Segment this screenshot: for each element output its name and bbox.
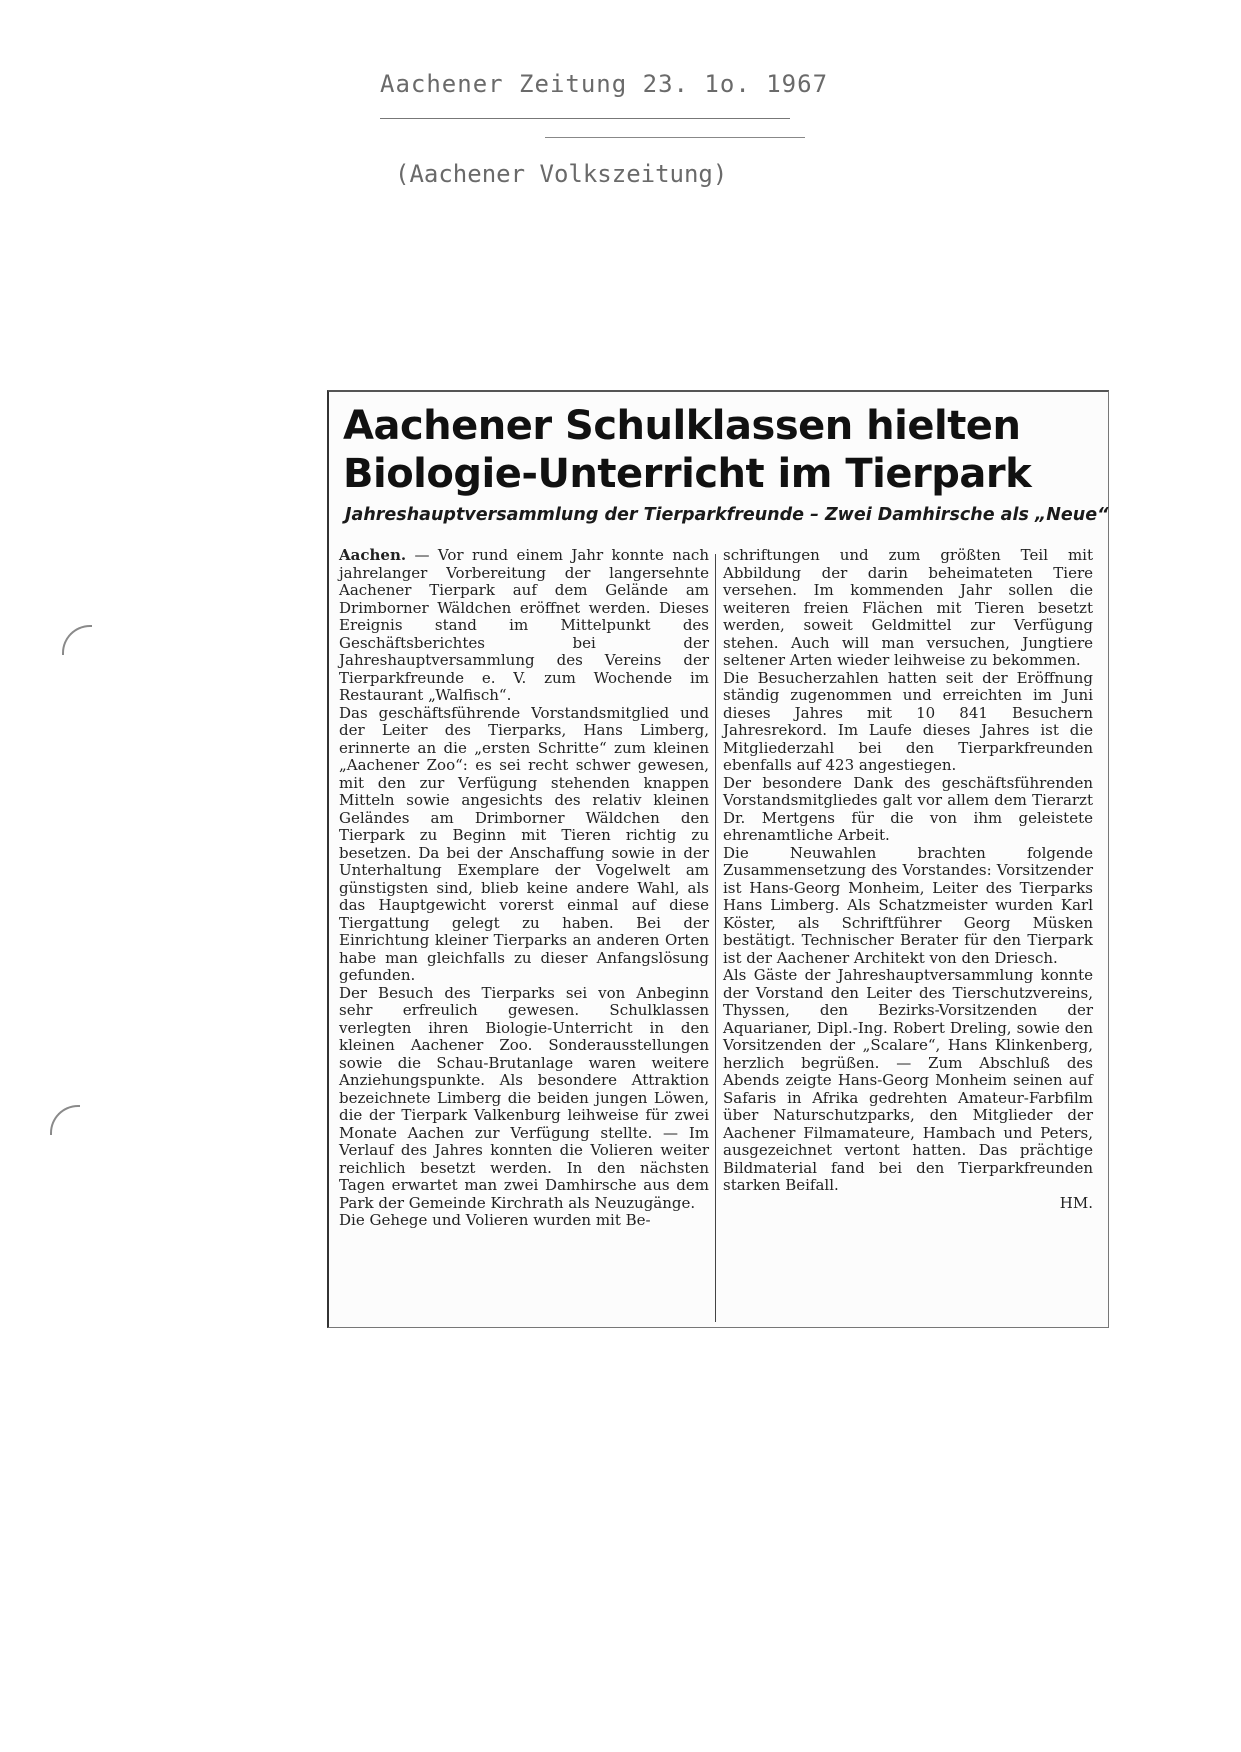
paragraph-text: — Vor rund einem Jahr konnte nach jahrelanger Vorbereitung der langersehnte Aachener Tierpark auf dem Gelände am Drimborner Wäldchen eröffnet werden. Dieses Ereignis stand im Mittelpunkt des Geschäftsberichtes bei der Jahreshauptversammlung des Vereins der Tierparkfreunde e. V. zum Wochende im Restaurant „Walfisch“. xyxy=(339,546,709,704)
punch-hole-mark xyxy=(50,1105,80,1135)
article-paragraph: schriftungen und zum größten Teil mit Abbildung der darin beheimateten Tiere versehen. Im kommenden Jahr sollen die weiteren freien Flächen mit Tieren besetzt werden, soweit Geldmittel zur Verfügung stehen. Auch will man versuchen, Jungtiere seltener Arten wieder leihweise zu bekommen. xyxy=(723,546,1093,669)
article-paragraph: Das geschäftsführende Vorstandsmitglied und der Leiter des Tierparks, Hans Limberg, erinnerte an die „ersten Schritte“ zum kleinen „Aachener Zoo“: es sei recht schwer gewesen, mit den zur Verfügung stehenden knappen Mitteln sowie angesichts des relativ kleinen Geländes am Drimborner Wäldchen den Tierpark zu Beginn mit Tieren richtig zu besetzen. Da bei der Anschaffung sowie in der Unterhaltung Exemplare der Vogelwelt am günstigsten sind, blieb keine andere Wahl, als das Hauptgewicht vorerst einmal auf diese Tiergattung gelegt zu haben. Bei der Einrichtung kleiner Tierparks an anderen Orten habe man gleichfalls zu dieser Anfangslösung gefunden. xyxy=(339,703,709,984)
source-annotation: Aachener Zeitung 23. 1o. 1967 xyxy=(380,70,829,98)
article-headline xyxy=(343,402,1103,498)
author-signature: HM. xyxy=(1059,1193,1093,1212)
article-paragraph: Die Gehege und Volieren wurden mit Be- xyxy=(339,1211,651,1229)
article-paragraph: Die Neuwahlen brachten folgende Zusammensetzung des Vorstandes: Vorsitzender ist Hans-Georg Monheim, Leiter des Tierparks Hans Limberg. Als Schatzmeister wurden Karl Köster, als Schriftführer Georg Müsken bestätigt. Technischer Berater für den Tierpark ist der Aachener Architekt von den Driesch. xyxy=(723,843,1093,967)
source-underline-short xyxy=(545,137,805,138)
paper-name-annotation: (Aachener Volkszeitung) xyxy=(395,160,728,188)
article-column-right xyxy=(723,547,1093,1212)
article-dateline: Aachen. xyxy=(339,546,407,564)
article-paragraph: Als Gäste der Jahreshauptversammlung konnte der Vorstand den Leiter des Tierschutzvereins, Thyssen, den Bezirks-Vorsitzenden der Aquarianer, Dipl.-Ing. Robert Dreling, sowie den Vorsitzenden der „Scalare“, Hans Klinkenberg, herzlich begrüßen. — Zum Abschluß des Abends zeigte Hans-Georg Monheim seinen auf Safaris in Afrika gedrehten Amateur-Farbfilm über Naturschutzparks, den Mitglieder der Aachener Filmamateure, Hambach und Peters, ausgezeichnet vertont hatten. Das prächtige Bildmaterial fand bei den Tierparkfreunden starken Beifall. xyxy=(723,966,1093,1194)
article-column-left xyxy=(339,547,709,1230)
source-underline xyxy=(380,118,790,119)
article-paragraph: Die Besucherzahlen hatten seit der Eröffnung ständig zugenommen und erreichten im Juni dieses Jahres mit 10 841 Besuchern Jahresrekord. Im Laufe dieses Jahres ist die Mitgliederzahl bei den Tierparkfreunden ebenfalls auf 423 angestiegen. xyxy=(723,668,1093,774)
article-paragraph: Der besondere Dank des geschäftsführenden Vorstandsmitgliedes galt vor allem dem Tierarzt Dr. Mertgens für die von ihm geleistete ehrenamtliche Arbeit. xyxy=(723,773,1093,844)
headline-line-1: Aachener Schulklassen hielten xyxy=(343,403,1021,449)
article-subheadline: Jahreshauptversammlung der Tierparkfreunde – Zwei Damhirsche als „Neue“ xyxy=(345,505,1109,525)
punch-hole-mark xyxy=(62,625,92,655)
headline-line-2: Biologie-Unterricht im Tierpark xyxy=(343,451,1032,497)
newspaper-clipping xyxy=(327,390,1109,1328)
column-divider xyxy=(715,554,716,1322)
article-paragraph: Der Besuch des Tierparks sei von Anbeginn sehr erfreulich gewesen. Schulklassen verlegten ihren Biologie-Unterricht in den kleinen Aachener Zoo. Sonderausstellungen sowie die Schau-Brutanlage waren weitere Anziehungspunkte. Als besondere Attraktion bezeichnete Limberg die beiden jungen Löwen, die der Tierpark Valkenburg leihweise für zwei Monate Aachen zur Verfügung stellte. — Im Verlauf des Jahres konnten die Volieren weiter reichlich besetzt werden. In den nächsten Tagen erwartet man zwei Damhirsche aus dem Park der Gemeinde Kirchrath als Neuzugänge. xyxy=(339,983,709,1212)
article-paragraph xyxy=(339,547,709,705)
